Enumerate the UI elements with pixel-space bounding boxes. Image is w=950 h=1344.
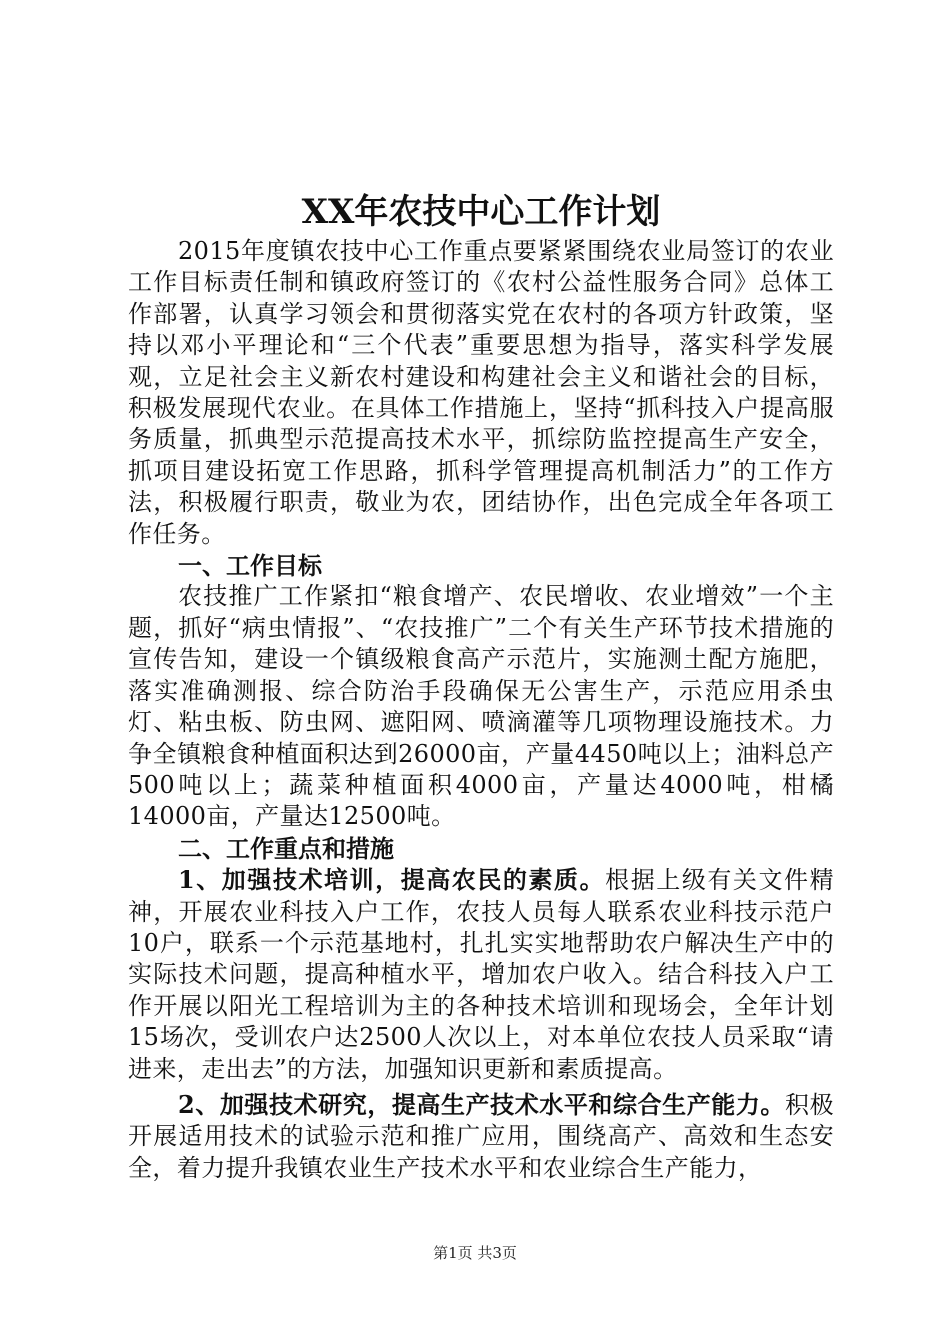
document-title: XX年农技中心工作计划 xyxy=(301,192,661,232)
document-page xyxy=(128,188,834,1184)
measure-item-1-body: 根据上级有关文件精神，开展农业科技入户工作，农技人员每人联系农业科技示范户10户，联系一个示范基地村，扎扎实实地帮助农户解决生产中的实际技术问题，提高种植水平，增加农户收入。结合科技入户工作开展以阳光工程培训为主的各种技术培训和现场会，全年计划15场次，受训农户达2500人次以上，对本单位农技人员采取“请进来，走出去”的方法，加强知识更新和素质提高。 xyxy=(128,866,835,1083)
section-heading-measures: 二、工作重点和措施 xyxy=(178,833,394,863)
page-footer: 第1页 共3页 xyxy=(433,1244,517,1262)
measure-item-2-lead: 2、加强技术研究，提高生产技术水平和综合生产能力。 xyxy=(178,1089,786,1119)
section-heading-goals: 一、工作目标 xyxy=(178,551,322,581)
section-goals-paragraph: 农技推广工作紧扣“粮食增产、农民增收、农业增效”一个主题，抓好“病虫情报”、“农技推广”二个有关生产环节技术措施的宣传告知，建设一个镇级粮食高产示范片，实施测土配方施肥，落实准确测报、综合防治手段确保无公害生产，示范应用杀虫灯、粘虫板、防虫网、遮阳网、喷滴灌等几项物理设施技术。力争全镇粮食种植面积达到26000亩，产量4450吨以上；油料总产500吨以上；蔬菜种植面积4000亩，产量达4000吨，柑橘14000亩，产量达12500吨。 xyxy=(128,582,834,831)
measure-item-2 xyxy=(128,1089,834,1184)
intro-paragraph: 2015年度镇农技中心工作重点要紧紧围绕农业局签订的农业工作目标责任制和镇政府签订的《农村公益性服务合同》总体工作部署，认真学习领会和贯彻落实党在农村的各项方针政策，坚持以邓小平理论和“三个代表”重要思想为指导，落实科学发展观，立足社会主义新农村建设和构建社会主义和谐社会的目标，积极发展现代农业。在具体工作措施上，坚持“抓科技入户提高服务质量，抓典型示范提高技术水平，抓综防监控提高生产安全，抓项目建设拓宽工作思路，抓科学管理提高机制活力”的工作方法，积极履行职责，敬业为农，团结协作，出色完成全年各项工作任务。 xyxy=(128,237,834,548)
measure-item-1 xyxy=(128,864,834,1085)
measure-item-1-lead: 1、加强技术培训，提高农民的素质。 xyxy=(178,865,606,895)
measure-item-2-body: 积极开展适用技术的试验示范和推广应用，围绕高产、高效和生态安全，着力提升我镇农业生产技术水平和农业综合生产能力， xyxy=(128,1090,834,1182)
